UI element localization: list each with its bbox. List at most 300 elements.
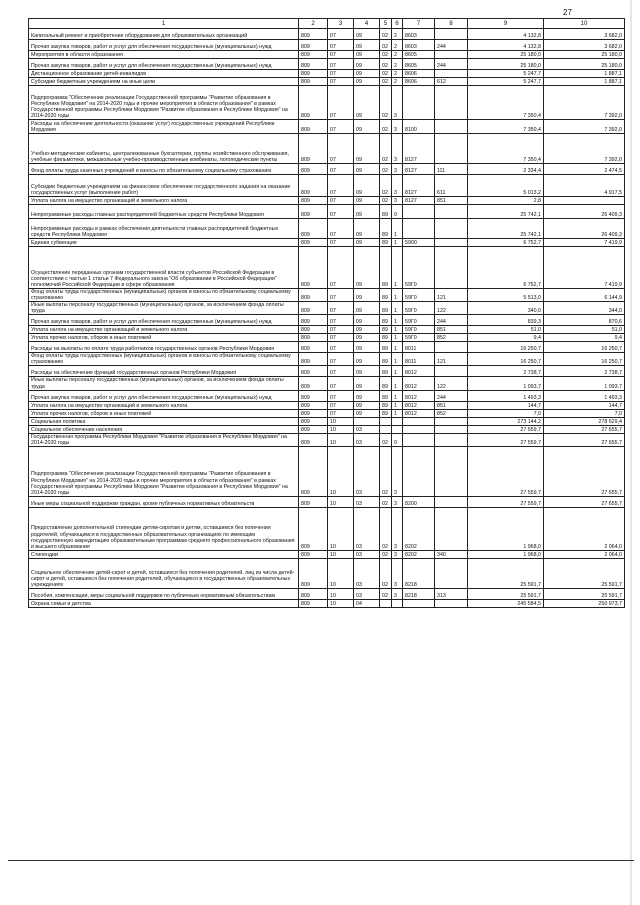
code-cell: 809 bbox=[299, 315, 328, 326]
amount-cell: 1 968,0 bbox=[468, 550, 544, 558]
code-cell: 340 bbox=[435, 550, 468, 558]
code-cell bbox=[435, 599, 468, 607]
code-cell: 09 bbox=[354, 197, 380, 205]
code-cell: 809 bbox=[299, 558, 328, 588]
table-row bbox=[29, 401, 625, 409]
amount-cell: 7 350,4 bbox=[468, 134, 544, 164]
amount-cell bbox=[544, 197, 625, 205]
code-cell: 809 bbox=[299, 588, 328, 599]
table-row bbox=[29, 417, 625, 425]
code-cell: 1 bbox=[392, 326, 403, 334]
code-cell: 809 bbox=[299, 219, 328, 239]
code-cell bbox=[435, 433, 468, 446]
row-name-cell: Государственная программа Республики Мордовия "Развитие образования в Республике Мордовия" на 2014-2020 годы bbox=[29, 433, 299, 446]
table-row bbox=[29, 120, 625, 134]
amount-cell: 2 474,5 bbox=[544, 164, 625, 175]
amount-cell: 2 738,7 bbox=[468, 366, 544, 377]
amount-cell: 1 887,1 bbox=[544, 78, 625, 86]
code-cell: 10 bbox=[328, 496, 354, 507]
code-cell: 07 bbox=[328, 302, 354, 315]
amount-cell: 6 144,9 bbox=[544, 289, 625, 302]
amount-cell: 25 591,7 bbox=[544, 558, 625, 588]
code-cell: 3 bbox=[392, 120, 403, 134]
code-cell: 03 bbox=[354, 425, 380, 433]
code-cell: 809 bbox=[299, 134, 328, 164]
code-cell: 809 bbox=[299, 247, 328, 289]
code-cell: 09 bbox=[354, 302, 380, 315]
table-row bbox=[29, 446, 625, 496]
code-cell bbox=[435, 70, 468, 78]
table-row bbox=[29, 219, 625, 239]
code-cell: 809 bbox=[299, 401, 328, 409]
table-row bbox=[29, 496, 625, 507]
code-cell: 8012 bbox=[403, 401, 435, 409]
code-cell: 8127 bbox=[403, 134, 435, 164]
code-cell: 09 bbox=[354, 366, 380, 377]
table-row bbox=[29, 390, 625, 401]
table-row bbox=[29, 425, 625, 433]
code-cell: 851 bbox=[435, 326, 468, 334]
code-cell bbox=[403, 446, 435, 496]
code-cell: 59Г0 bbox=[403, 289, 435, 302]
code-cell: 809 bbox=[299, 425, 328, 433]
code-cell: 02 bbox=[380, 197, 392, 205]
code-cell: 09 bbox=[354, 239, 380, 247]
code-cell: 244 bbox=[435, 59, 468, 70]
code-cell: 07 bbox=[328, 120, 354, 134]
code-cell: 89 bbox=[380, 247, 392, 289]
code-cell: 07 bbox=[328, 70, 354, 78]
code-cell bbox=[435, 558, 468, 588]
code-cell: 09 bbox=[354, 334, 380, 342]
code-cell: 1 bbox=[392, 334, 403, 342]
code-cell: 809 bbox=[299, 86, 328, 120]
table-row bbox=[29, 558, 625, 588]
code-cell bbox=[435, 496, 468, 507]
code-cell: 02 bbox=[380, 164, 392, 175]
row-name-cell: Учебно-методические кабинеты, централизованные бухгалтерии, группы хозяйственного обслуживания, учебные фильмотеки, межшкольные учебно-производственные комбинаты, логопедические пункты bbox=[29, 134, 299, 164]
code-cell: 1 bbox=[392, 247, 403, 289]
header-cell: 8 bbox=[435, 19, 468, 29]
code-cell: 2 bbox=[392, 59, 403, 70]
amount-cell: 2 064,0 bbox=[544, 550, 625, 558]
table-row bbox=[29, 507, 625, 550]
header-cell: 4 bbox=[354, 19, 380, 29]
code-cell: 09 bbox=[354, 70, 380, 78]
amount-cell: 4 132,8 bbox=[468, 29, 544, 40]
code-cell: 3 bbox=[392, 197, 403, 205]
code-cell: 59Г0 bbox=[403, 302, 435, 315]
code-cell: 809 bbox=[299, 390, 328, 401]
row-name-cell: Социальное обеспечение детей-сирот и детей, оставшихся без попечения родителей, лиц из числа детей-сирот и детей, оставшихся без попечения родителей, обучающихся в государственных образовательных учреждениях bbox=[29, 558, 299, 588]
code-cell: 89 bbox=[380, 219, 392, 239]
code-cell: 07 bbox=[328, 51, 354, 59]
code-cell: 0 bbox=[392, 205, 403, 219]
code-cell: 07 bbox=[328, 175, 354, 197]
code-cell: 10 bbox=[328, 417, 354, 425]
table-row bbox=[29, 550, 625, 558]
code-cell: 5900 bbox=[403, 239, 435, 247]
code-cell: 07 bbox=[328, 342, 354, 353]
code-cell: 8218 bbox=[403, 558, 435, 588]
code-cell: 852 bbox=[435, 409, 468, 417]
code-cell: 809 bbox=[299, 446, 328, 496]
amount-cell: 340,0 bbox=[468, 302, 544, 315]
code-cell: 8218 bbox=[403, 588, 435, 599]
row-name-cell: Предоставление дополнительной стипендии детям-сиротам и детям, оставшимся без попечения родителей, обучающимся в государственных образовательных организациях по имеющим государственную аккредитацию образовательным программам среднего профессионального образования и высшего образования bbox=[29, 507, 299, 550]
amount-cell: 25 591,7 bbox=[468, 558, 544, 588]
row-name-cell: Подпрограмма "Обеспечение реализации Государственной программы "Развитие образования в Республике Мордовия" на 2014-2020 годы и прочие мероприятия в области образования" в рамках Государственной программы Республики Мордовия "Развитие образования в Республике Мордовия" на 2014-2020 годы bbox=[29, 86, 299, 120]
code-cell: 1 bbox=[392, 390, 403, 401]
code-cell: 09 bbox=[354, 175, 380, 197]
code-cell: 809 bbox=[299, 175, 328, 197]
code-cell: 809 bbox=[299, 377, 328, 390]
code-cell: 1 bbox=[392, 289, 403, 302]
code-cell: 8011 bbox=[403, 342, 435, 353]
code-cell bbox=[403, 433, 435, 446]
code-cell: 8012 bbox=[403, 409, 435, 417]
code-cell: 809 bbox=[299, 496, 328, 507]
code-cell: 8200 bbox=[403, 496, 435, 507]
code-cell: 04 bbox=[354, 599, 380, 607]
header-cell: 9 bbox=[468, 19, 544, 29]
row-name-cell: Уплата прочих налогов, сборов и иных платежей bbox=[29, 334, 299, 342]
amount-cell: 144,7 bbox=[544, 401, 625, 409]
header-cell: 6 bbox=[392, 19, 403, 29]
code-cell: 3 bbox=[392, 588, 403, 599]
amount-cell: 4 917,5 bbox=[544, 175, 625, 197]
code-cell: 02 bbox=[380, 70, 392, 78]
amount-cell: 27 655,7 bbox=[544, 433, 625, 446]
code-cell: 89 bbox=[380, 302, 392, 315]
code-cell: 89 bbox=[380, 315, 392, 326]
code-cell bbox=[403, 425, 435, 433]
code-cell bbox=[435, 342, 468, 353]
table-row bbox=[29, 326, 625, 334]
code-cell: 02 bbox=[380, 496, 392, 507]
amount-cell: 27 655,7 bbox=[544, 425, 625, 433]
code-cell: 07 bbox=[328, 390, 354, 401]
code-cell: 8606 bbox=[403, 70, 435, 78]
amount-cell: 26 409,3 bbox=[544, 219, 625, 239]
row-name-cell: Охрана семьи и детства bbox=[29, 599, 299, 607]
code-cell: 09 bbox=[354, 315, 380, 326]
code-cell: 8605 bbox=[403, 59, 435, 70]
table-row bbox=[29, 289, 625, 302]
code-cell: 3 bbox=[392, 134, 403, 164]
row-name-cell: Расходы на выплаты по оплате труда работников государственных органов Республики Мордовия bbox=[29, 342, 299, 353]
code-cell: 07 bbox=[328, 86, 354, 120]
row-name-cell: Единая субвенция bbox=[29, 239, 299, 247]
code-cell: 02 bbox=[380, 120, 392, 134]
code-cell: 10 bbox=[328, 507, 354, 550]
code-cell: 809 bbox=[299, 59, 328, 70]
amount-cell: 245 584,5 bbox=[468, 599, 544, 607]
code-cell: 244 bbox=[435, 390, 468, 401]
code-cell: 07 bbox=[328, 40, 354, 51]
code-cell bbox=[435, 239, 468, 247]
table-row bbox=[29, 315, 625, 326]
code-cell: 809 bbox=[299, 164, 328, 175]
table-row bbox=[29, 70, 625, 78]
amount-cell: 7 350,4 bbox=[468, 120, 544, 134]
row-name-cell: Пособия, компенсации, меры социальной поддержки по публичным нормативным обязательствам bbox=[29, 588, 299, 599]
code-cell: 3 bbox=[392, 507, 403, 550]
row-name-cell: Прочая закупка товаров, работ и услуг для обеспечения государственных (муниципальных) нужд bbox=[29, 40, 299, 51]
table-row bbox=[29, 78, 625, 86]
row-name-cell: Дистанционное образование детей-инвалидов bbox=[29, 70, 299, 78]
code-cell: 07 bbox=[328, 315, 354, 326]
code-cell: 02 bbox=[380, 588, 392, 599]
code-cell: 09 bbox=[354, 390, 380, 401]
table-row bbox=[29, 409, 625, 417]
code-cell bbox=[392, 425, 403, 433]
code-cell: 02 bbox=[380, 558, 392, 588]
row-name-cell: Фонд оплаты труда государственных (муниципальных) органов и взносы по обязательному социальному страхованию bbox=[29, 289, 299, 302]
code-cell: 851 bbox=[435, 401, 468, 409]
code-cell: 3 bbox=[392, 550, 403, 558]
code-cell: 02 bbox=[380, 433, 392, 446]
amount-cell: 5 247,7 bbox=[468, 78, 544, 86]
code-cell: 10 bbox=[328, 425, 354, 433]
code-cell: 8127 bbox=[403, 175, 435, 197]
code-cell: 09 bbox=[354, 164, 380, 175]
code-cell: 1 bbox=[392, 409, 403, 417]
code-cell: 03 bbox=[354, 446, 380, 496]
code-cell bbox=[435, 51, 468, 59]
code-cell: 02 bbox=[380, 40, 392, 51]
amount-cell: 25 742,1 bbox=[468, 219, 544, 239]
code-cell: 89 bbox=[380, 326, 392, 334]
amount-cell: 6 752,7 bbox=[468, 247, 544, 289]
table-row bbox=[29, 86, 625, 120]
code-cell: 8202 bbox=[403, 550, 435, 558]
code-cell: 809 bbox=[299, 326, 328, 334]
code-cell: 09 bbox=[354, 120, 380, 134]
table-row bbox=[29, 366, 625, 377]
table-row bbox=[29, 334, 625, 342]
row-name-cell: Уплата налога на имущество организаций и земельного налога bbox=[29, 197, 299, 205]
table-row bbox=[29, 197, 625, 205]
row-name-cell: Уплата налога на имущество организаций и земельного налога bbox=[29, 326, 299, 334]
header-cell: 2 bbox=[299, 19, 328, 29]
code-cell: 09 bbox=[354, 205, 380, 219]
code-cell: 809 bbox=[299, 550, 328, 558]
amount-cell: 5 013,2 bbox=[468, 175, 544, 197]
code-cell: 2 bbox=[392, 70, 403, 78]
code-cell: 03 bbox=[354, 496, 380, 507]
code-cell: 851 bbox=[435, 197, 468, 205]
amount-cell: 4 132,8 bbox=[468, 40, 544, 51]
code-cell: 89 bbox=[380, 401, 392, 409]
code-cell: 09 bbox=[354, 353, 380, 366]
code-cell: 8012 bbox=[403, 377, 435, 390]
code-cell bbox=[435, 425, 468, 433]
row-name-cell: Непрограммные расходы в рамках обеспечения деятельности главных распорядителей бюджетных средств Республики Мордовия bbox=[29, 219, 299, 239]
amount-cell: 27 559,7 bbox=[468, 433, 544, 446]
code-cell: 809 bbox=[299, 29, 328, 40]
row-name-cell: Уплата налога на имущество организаций и земельного налога bbox=[29, 401, 299, 409]
code-cell: 07 bbox=[328, 366, 354, 377]
table-row bbox=[29, 302, 625, 315]
amount-cell: 1 093,7 bbox=[468, 377, 544, 390]
code-cell: 09 bbox=[354, 342, 380, 353]
row-name-cell: Мероприятия в области образования bbox=[29, 51, 299, 59]
code-cell: 09 bbox=[354, 40, 380, 51]
code-cell: 3 bbox=[392, 164, 403, 175]
table-row bbox=[29, 175, 625, 197]
amount-cell: 27 559,7 bbox=[468, 446, 544, 496]
bottom-rule bbox=[8, 860, 634, 861]
amount-cell: 1 493,3 bbox=[468, 390, 544, 401]
code-cell: 809 bbox=[299, 342, 328, 353]
code-cell: 03 bbox=[354, 550, 380, 558]
row-name-cell: Расходы на обеспечение деятельности (оказание услуг) государственных учреждений Республики Мордовия bbox=[29, 120, 299, 134]
code-cell: 02 bbox=[380, 51, 392, 59]
amount-cell: 51,0 bbox=[544, 326, 625, 334]
code-cell: 809 bbox=[299, 120, 328, 134]
scan-edge bbox=[630, 0, 632, 905]
code-cell: 09 bbox=[354, 377, 380, 390]
amount-cell: 7 392,0 bbox=[544, 86, 625, 120]
code-cell: 10 bbox=[328, 446, 354, 496]
amount-cell: 2,8 bbox=[468, 197, 544, 205]
amount-cell: 27 655,7 bbox=[544, 496, 625, 507]
row-name-cell: Стипендии bbox=[29, 550, 299, 558]
code-cell: 09 bbox=[354, 219, 380, 239]
code-cell: 07 bbox=[328, 289, 354, 302]
code-cell: 111 bbox=[435, 164, 468, 175]
code-cell: 2 bbox=[392, 29, 403, 40]
code-cell bbox=[403, 86, 435, 120]
code-cell: 809 bbox=[299, 302, 328, 315]
amount-cell: 278 629,4 bbox=[544, 417, 625, 425]
code-cell: 89 bbox=[380, 409, 392, 417]
code-cell bbox=[435, 366, 468, 377]
code-cell bbox=[435, 205, 468, 219]
table-row bbox=[29, 342, 625, 353]
code-cell: 1 bbox=[392, 377, 403, 390]
code-cell: 89 bbox=[380, 366, 392, 377]
table-row bbox=[29, 205, 625, 219]
amount-cell: 25 180,0 bbox=[468, 51, 544, 59]
code-cell: 02 bbox=[380, 134, 392, 164]
code-cell: 89 bbox=[380, 390, 392, 401]
amount-cell: 9,4 bbox=[468, 334, 544, 342]
amount-cell: 7 419,9 bbox=[544, 239, 625, 247]
amount-cell: 27 559,7 bbox=[468, 425, 544, 433]
amount-cell: 16 250,7 bbox=[468, 342, 544, 353]
code-cell: 121 bbox=[435, 289, 468, 302]
code-cell: 09 bbox=[354, 86, 380, 120]
code-cell: 809 bbox=[299, 433, 328, 446]
row-name-cell: Капитальный ремонт и приобретение оборудования для образовательных организаций bbox=[29, 29, 299, 40]
amount-cell: 1 968,0 bbox=[468, 507, 544, 550]
code-cell: 02 bbox=[380, 78, 392, 86]
code-cell: 07 bbox=[328, 59, 354, 70]
code-cell: 809 bbox=[299, 197, 328, 205]
amount-cell: 25 591,7 bbox=[544, 588, 625, 599]
amount-cell: 839,3 bbox=[468, 315, 544, 326]
amount-cell: 5 513,0 bbox=[468, 289, 544, 302]
amount-cell: 25 180,0 bbox=[544, 51, 625, 59]
code-cell: 02 bbox=[380, 550, 392, 558]
amount-cell: 2 064,0 bbox=[544, 507, 625, 550]
amount-cell: 27 655,7 bbox=[544, 446, 625, 496]
header-cell: 10 bbox=[544, 19, 625, 29]
code-cell: 8603 bbox=[403, 29, 435, 40]
code-cell: 02 bbox=[380, 446, 392, 496]
code-cell: 121 bbox=[435, 353, 468, 366]
code-cell: 07 bbox=[328, 197, 354, 205]
code-cell: 09 bbox=[354, 51, 380, 59]
code-cell: 244 bbox=[435, 40, 468, 51]
code-cell: 10 bbox=[328, 588, 354, 599]
code-cell: 1 bbox=[392, 239, 403, 247]
code-cell: 809 bbox=[299, 599, 328, 607]
code-cell bbox=[380, 417, 392, 425]
table-row bbox=[29, 134, 625, 164]
budget-table bbox=[28, 18, 625, 608]
amount-cell: 1 493,3 bbox=[544, 390, 625, 401]
header-cell: 3 bbox=[328, 19, 354, 29]
code-cell bbox=[435, 120, 468, 134]
code-cell: 0 bbox=[392, 433, 403, 446]
code-cell: 1 bbox=[392, 342, 403, 353]
header-cell: 5 bbox=[380, 19, 392, 29]
code-cell: 07 bbox=[328, 239, 354, 247]
code-cell: 09 bbox=[354, 134, 380, 164]
code-cell: 612 bbox=[435, 78, 468, 86]
code-cell: 10 bbox=[328, 550, 354, 558]
code-cell: 07 bbox=[328, 326, 354, 334]
code-cell: 89 bbox=[380, 377, 392, 390]
code-cell: 1 bbox=[392, 366, 403, 377]
amount-cell: 16 250,7 bbox=[468, 353, 544, 366]
table-row bbox=[29, 377, 625, 390]
amount-cell: 7 392,0 bbox=[544, 134, 625, 164]
code-cell: 09 bbox=[354, 409, 380, 417]
code-cell bbox=[380, 425, 392, 433]
table-row bbox=[29, 239, 625, 247]
code-cell: 09 bbox=[354, 78, 380, 86]
code-cell: 8603 bbox=[403, 40, 435, 51]
code-cell: 89 bbox=[380, 289, 392, 302]
code-cell: 07 bbox=[328, 247, 354, 289]
code-cell: 89 bbox=[380, 353, 392, 366]
amount-cell: 25 591,7 bbox=[468, 588, 544, 599]
code-cell: 89 bbox=[380, 342, 392, 353]
row-name-cell: Уплата прочих налогов, сборов и иных платежей bbox=[29, 409, 299, 417]
code-cell: 02 bbox=[380, 29, 392, 40]
code-cell: 8011 bbox=[403, 353, 435, 366]
table-row bbox=[29, 588, 625, 599]
code-cell bbox=[435, 446, 468, 496]
code-cell: 02 bbox=[380, 86, 392, 120]
table-header-row bbox=[29, 19, 625, 29]
amount-cell: 7 392,0 bbox=[544, 120, 625, 134]
amount-cell: 25 180,0 bbox=[544, 59, 625, 70]
amount-cell: 7,0 bbox=[544, 409, 625, 417]
code-cell: 03 bbox=[354, 507, 380, 550]
amount-cell: 7 419,9 bbox=[544, 247, 625, 289]
table-row bbox=[29, 51, 625, 59]
table-row bbox=[29, 59, 625, 70]
code-cell: 809 bbox=[299, 334, 328, 342]
amount-cell: 51,0 bbox=[468, 326, 544, 334]
code-cell bbox=[435, 219, 468, 239]
code-cell: 07 bbox=[328, 409, 354, 417]
